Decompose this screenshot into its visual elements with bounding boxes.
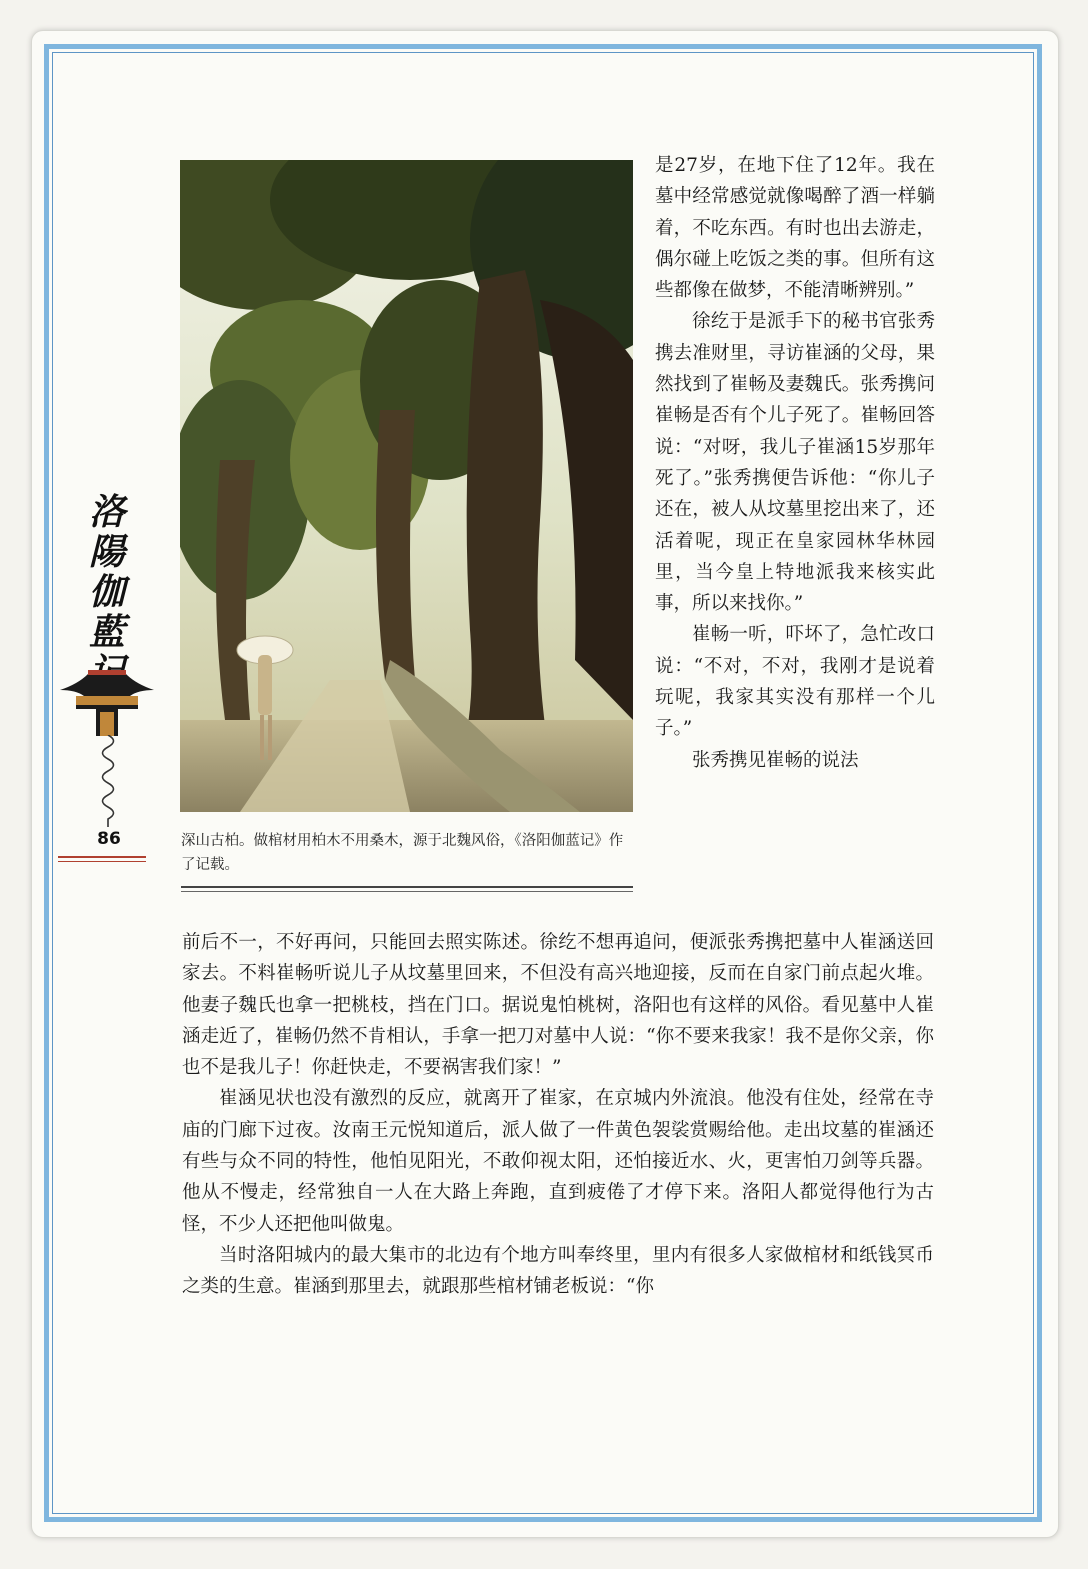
squiggle-ornament <box>95 735 121 827</box>
paragraph: 徐纥于是派手下的秘书官张秀携去准财里，寻访崔涵的父母，果然找到了崔畅及妻魏氏。张秀携问崔畅是否有个儿子死了。崔畅回答说：“对呀，我儿子崔涵15岁那年死了。”张秀携便告诉他：“你儿子还在，被人从坟墓里挖出来了，还活着呢，现正在皇家园林华林园里，当今皇上特地派我来核实此事，所以来找你。” <box>655 311 935 615</box>
paragraph: 张秀携见崔畅的说法 <box>692 749 859 771</box>
caption-rule <box>181 891 633 892</box>
photo-caption: 深山古柏。做棺材用柏木不用桑木，源于北魏风俗，《洛阳伽蓝记》作了记载。 <box>181 833 624 873</box>
title-char: 陽 <box>88 531 125 573</box>
paragraph: 前后不一，不好再问，只能回去照实陈述。徐纥不想再追问，便派张秀携把墓中人崔涵送回家去。不料崔畅听说儿子从坟墓里回来，不但没有高兴地迎接，反而在自家门前点起火堆。他妻子魏氏也拿一把桃枝，挡在门口。据说鬼怕桃树，洛阳也有这样的风俗。看见墓中人崔涵走近了，崔畅仍然不肯相认，手拿一把刀对墓中人说：“你不要来我家！我不是你父亲，你也不是我儿子！你赶快走，不要祸害我们家！” <box>182 932 934 1079</box>
full-width-text <box>182 927 934 1303</box>
title-char: 藍 <box>88 611 125 653</box>
page-number-rule <box>58 861 146 862</box>
page-number: 86 <box>97 829 121 849</box>
paragraph: 崔畅一听，吓坏了，急忙改口说：“不对，不对，我刚才是说着玩呢，我家其实没有那样一个儿子。” <box>655 624 935 740</box>
ancient-cypress-photo <box>180 160 633 812</box>
pavilion-roof-icon <box>58 668 156 738</box>
caption-rule <box>181 886 633 888</box>
right-column-text <box>655 150 935 776</box>
title-char: 洛 <box>88 491 125 533</box>
paragraph: 是27岁，在地下住了12年。我在墓中经常感觉就像喝醉了酒一样躺着，不吃东西。有时也出去游走，偶尔碰上吃饭之类的事。但所有这些都像在做梦，不能清晰辨别。” <box>655 155 935 302</box>
paragraph: 崔涵见状也没有激烈的反应，就离开了崔家，在京城内外流浪。他没有住处，经常在寺庙的门廊下过夜。汝南王元悦知道后，派人做了一件黄色袈裟赏赐给他。走出坟墓的崔涵还有些与众不同的特性，他怕见阳光，不敢仰视太阳，还怕接近水、火，更害怕刀剑等兵器。他从不慢走，经常独自一人在大路上奔跑，直到疲倦了才停下来。洛阳人都觉得他行为古怪，不少人还把他叫做鬼。 <box>182 1088 934 1235</box>
page-number-rule <box>58 856 146 858</box>
paragraph: 当时洛阳城内的最大集市的北边有个地方叫奉终里，里内有很多人家做棺材和纸钱冥币之类的生意。崔涵到那里去，就跟那些棺材铺老板说：“你 <box>182 1244 934 1298</box>
title-char: 伽 <box>88 571 125 613</box>
book-title-vertical <box>82 492 132 692</box>
